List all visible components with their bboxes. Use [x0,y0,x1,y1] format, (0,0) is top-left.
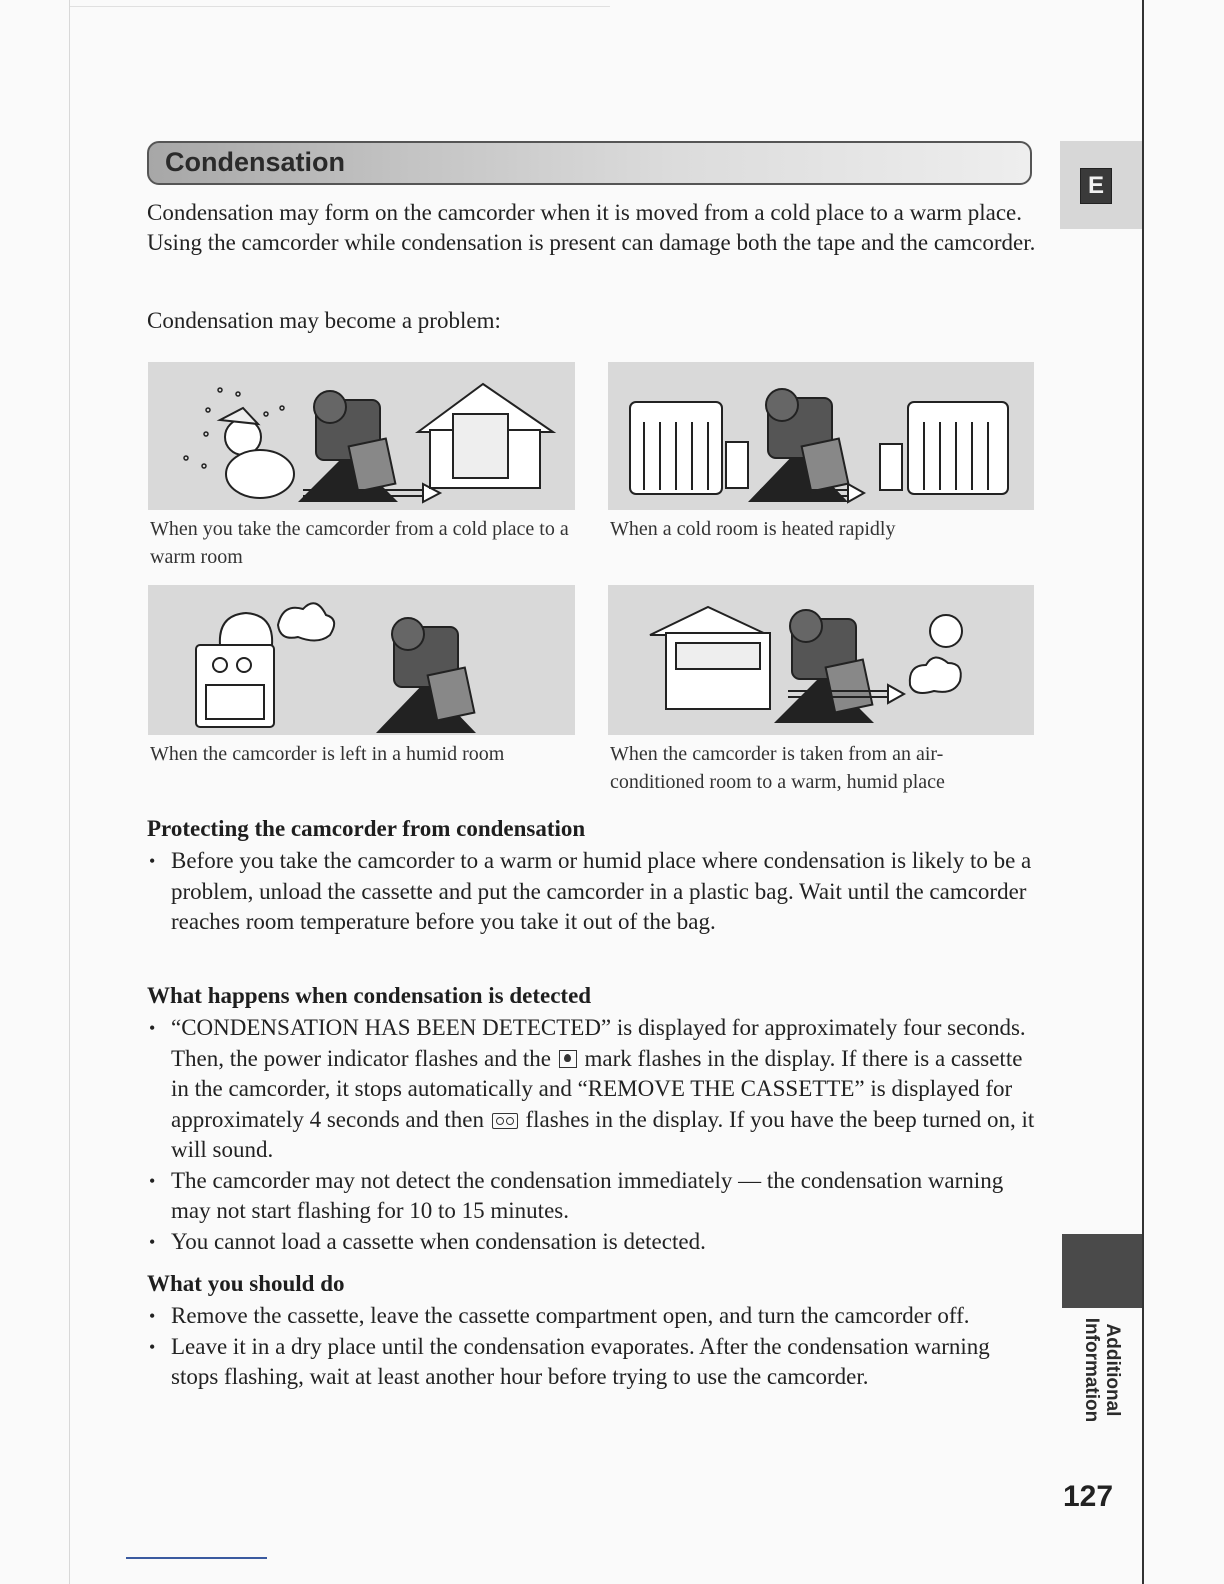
detected-text-part-1: “CONDENSATION HAS BEEN DETECTED” is displayed for approximately four seconds. Then, the power indicator flashes and the [171,1015,1026,1071]
todo-list [147,1301,1042,1393]
list-item: • Remove the cassette, leave the cassette compartment open, and turn the camcorder off. [147,1301,1042,1332]
page-number: 127 [1063,1480,1114,1513]
todo-heading: What you should do [147,1271,345,1296]
stove-icon [196,645,274,727]
section-tab-label-line2: Information [1081,1317,1102,1423]
language-tab-letter: E [1080,168,1112,204]
camcorder-icon [748,389,848,502]
list-item: • You cannot load a cassette when condensation is detected. [147,1227,1042,1258]
camcorder-icon [298,391,398,502]
steam-cloud-icon [278,603,334,640]
figure-caption-2: When a cold room is heated rapidly [610,518,896,540]
figure-caption-3: When the camcorder is left in a humid room [150,743,505,765]
top-rule [70,6,610,7]
page-left-rule [69,0,70,1584]
list-item: • The camcorder may not detect the condensation immediately — the condensation warning may not start flashing for 10 to 15 minutes. [147,1166,1042,1227]
section-tab-label [1081,1318,1123,1423]
figure-heated-rapidly [608,362,1034,510]
figure-caption-4: When the camcorder is taken from an air-conditioned room to a warm, humid place [610,743,945,793]
protecting-heading: Protecting the camcorder from condensation [147,816,586,841]
section-header [147,141,1032,185]
detected-text-part-2: mark flashes in the display. If there is a cassette in the camcorder, it stops automatically and “REMOVE THE CASSETTE” is displayed for approximately 4 seconds and then [171,1045,1023,1132]
language-tab [1060,141,1142,229]
detected-heading: What happens when condensation is detected [147,983,592,1008]
condensation-drop-icon [559,1050,577,1068]
sun-icon [930,615,962,647]
section-tab-block [1062,1234,1142,1308]
air-conditioned-room-icon [650,607,770,709]
heater-icon [630,402,722,494]
figure-caption-1: When you take the camcorder from a cold place to a warm room [150,518,569,568]
figure-humid-room [148,585,575,735]
camcorder-icon [376,618,476,733]
page-right-rule [1142,0,1144,1584]
detected-text-part-3: flashes in the display. If you have the beep turned on, it will sound. [171,1106,1035,1162]
figure-cold-to-warm [148,362,575,510]
cassette-icon [492,1113,518,1129]
list-item: • Before you take the camcorder to a warm or humid place where condensation is likely to be a problem, unload the cassette and put the camcorder in a plastic bag. Wait until the camcorder reaches room temperature before you take it out of the bag. [147,846,1042,938]
snowman-icon [220,408,294,498]
bottom-rule [126,1557,267,1559]
figure-ac-to-humid [608,585,1034,735]
humid-cloud-icon [910,657,961,693]
camcorder-icon [774,610,874,723]
list-item [147,1013,1042,1166]
detected-list [147,1013,1042,1257]
protecting-list [147,846,1042,938]
intro-paragraph: Condensation may form on the camcorder when it is moved from a cold place to a warm place. Using the camcorder while condensation is present can damage both the tape and the camcorder. [147,200,1036,255]
warm-house-icon [418,384,553,488]
problem-intro: Condensation may become a problem: [147,308,501,333]
section-tab-label-line1: Additional [1102,1323,1123,1417]
thermometer-icon [726,442,748,488]
kettle-icon [220,613,272,645]
list-item: • Leave it in a dry place until the condensation evaporates. After the condensation warning stops flashing, wait at least another hour before trying to use the camcorder. [147,1332,1042,1393]
section-title: Condensation [165,147,345,177]
